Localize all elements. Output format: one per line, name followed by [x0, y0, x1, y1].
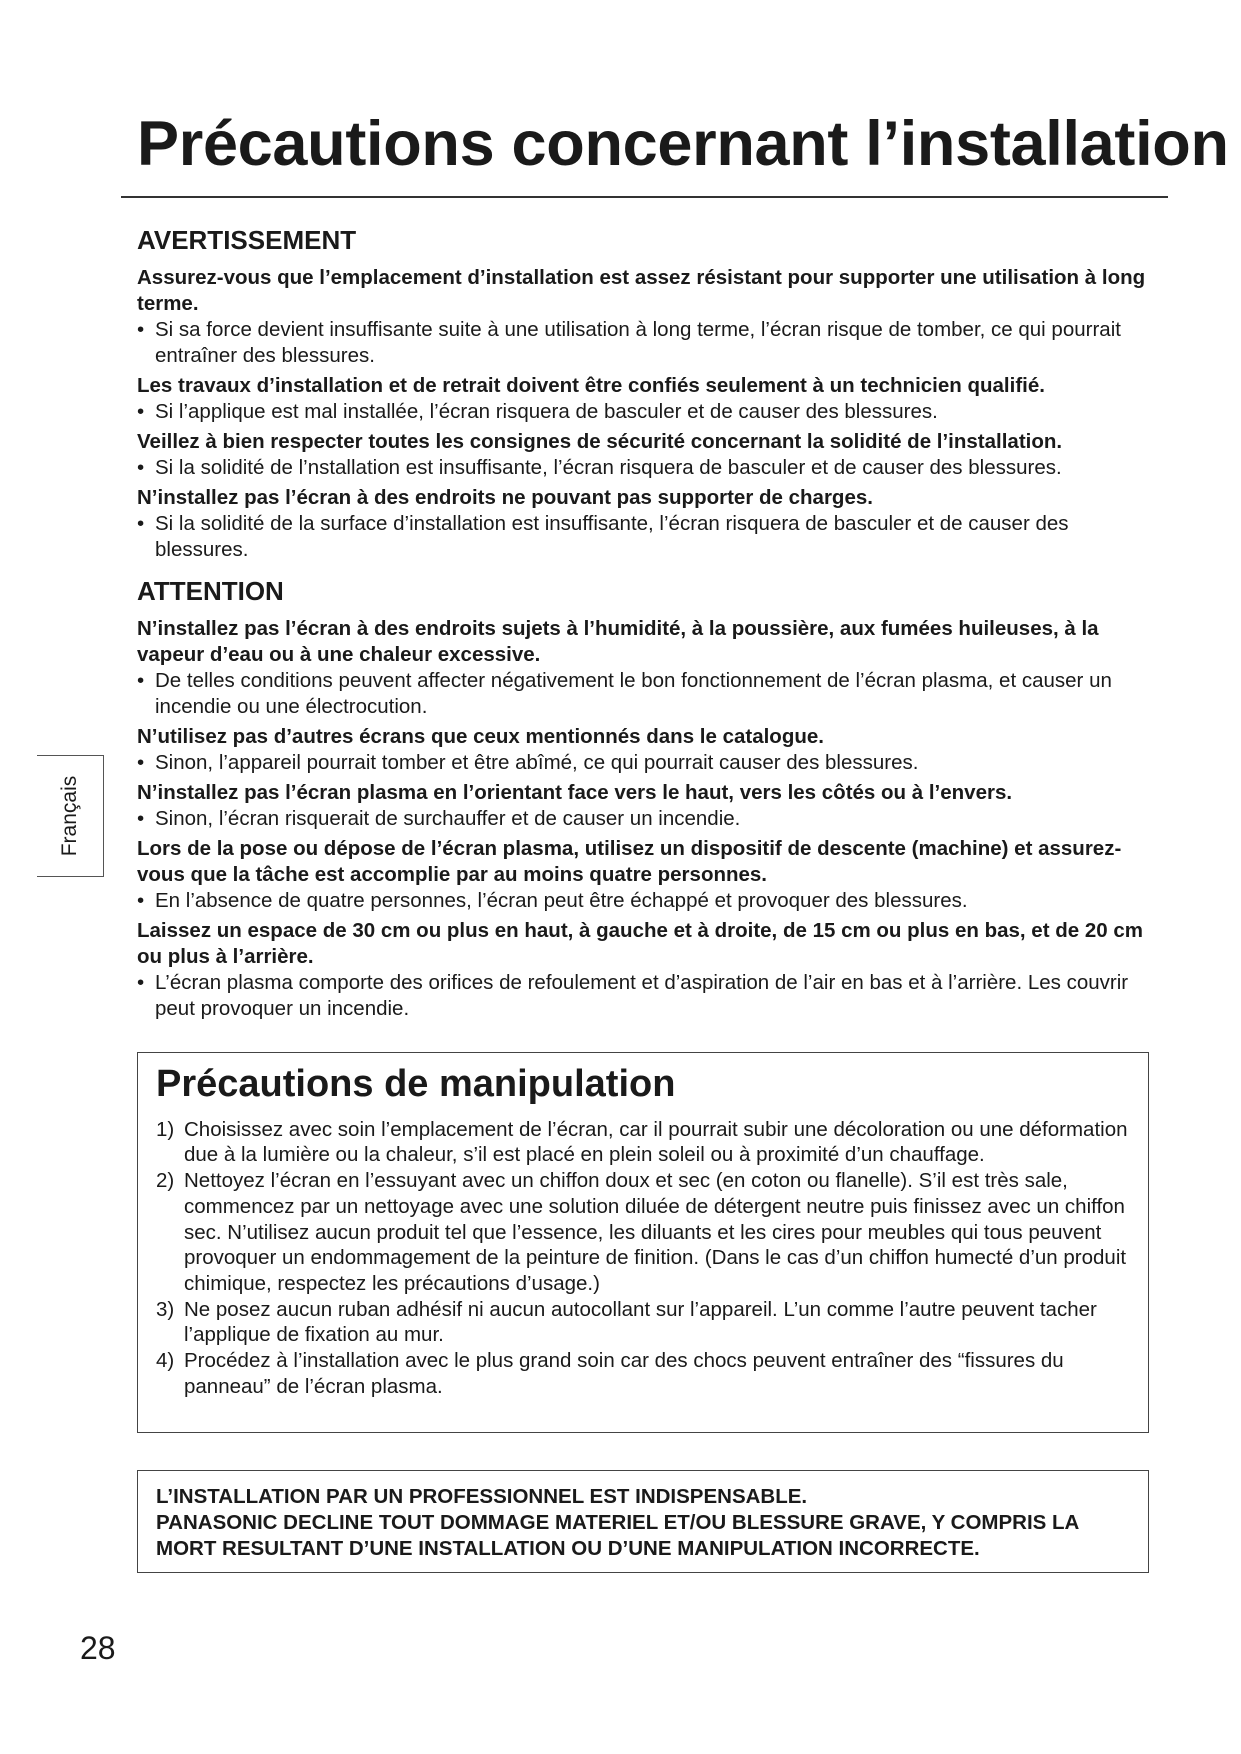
warning-item [137, 373, 1167, 425]
handling-item-text: Nettoyez l’écran en l’essuyant avec un chiffon doux et sec (en coton ou flanelle). S’il est très sale, commencez par un nettoyage avec une solution diluée de détergent neutre puis finissez avec un chiffon sec. N’utilisez aucun produit tel que l’essence, les diluants et les cires pour meubles qui tous peuvent provoquer un endommagement de la peinture de finition. (Dans le cas d’un chiffon humecté d’un produit chimique, respectez les précautions d’usage.) [184, 1169, 1127, 1295]
professional-installation-notice [137, 1470, 1149, 1573]
notice-line-1: L’INSTALLATION PAR UN PROFESSIONNEL EST INDISPENSABLE. [156, 1485, 808, 1508]
warning-item [137, 429, 1167, 481]
warning-item-bullet: • Si l’applique est mal installée, l’écran risquera de basculer et de causer des blessures. [137, 399, 1167, 425]
attention-item-title: N’installez pas l’écran plasma en l’orientant face vers le haut, vers les côtés ou à l’envers. [137, 780, 1013, 804]
installation-precautions [137, 226, 1167, 1026]
warning-item [137, 265, 1167, 369]
handling-item [156, 1348, 1130, 1399]
warning-item-bullet: • Si sa force devient insuffisante suite à une utilisation à long terme, l’écran risque de tomber, ce qui pourrait entraîner des blessures. [137, 317, 1167, 369]
handling-item [156, 1297, 1130, 1348]
warning-item-bullet: • Si la solidité de l’nstallation est insuffisante, l’écran risquera de basculer et de causer des blessures. [137, 455, 1167, 481]
warning-item-title: Veillez à bien respecter toutes les consignes de sécurité concernant la solidité de l’installation. [137, 429, 1063, 453]
warning-heading: AVERTISSEMENT [137, 225, 357, 255]
handling-title: Précautions de manipulation [156, 1063, 676, 1105]
attention-item-title: N’installez pas l’écran à des endroits sujets à l’humidité, à la poussière, aux fumées huileuses, à la vapeur d’eau ou à une chaleur excessive. [137, 616, 1099, 666]
handling-item [156, 1168, 1130, 1297]
handling-item [156, 1117, 1130, 1168]
attention-item-title: N’utilisez pas d’autres écrans que ceux mentionnés dans le catalogue. [137, 724, 824, 748]
attention-item-bullet: • De telles conditions peuvent affecter négativement le bon fonctionnement de l’écran plasma, et causer un incendie ou une électrocution. [137, 668, 1167, 720]
language-side-tab [37, 755, 104, 877]
handling-item-number: 1) [156, 1117, 175, 1141]
notice-line-2: PANASONIC DECLINE TOUT DOMMAGE MATERIEL ET/OU BLESSURE GRAVE, Y COMPRIS LA MORT RESULTANT D’UNE INSTALLATION OU D’UNE MANIPULATION INCORRECTE. [156, 1511, 1079, 1560]
warning-item-title: N’installez pas l’écran à des endroits ne pouvant pas supporter de charges. [137, 485, 873, 509]
warning-item-title: Assurez-vous que l’emplacement d’installation est assez résistant pour supporter une utilisation à long terme. [137, 265, 1146, 315]
attention-item [137, 616, 1167, 720]
attention-item [137, 836, 1167, 914]
attention-item-bullet: • Sinon, l’écran risquerait de surchauffer et de causer un incendie. [137, 806, 1167, 832]
attention-item [137, 724, 1167, 776]
handling-item-number: 2) [156, 1169, 175, 1193]
page-title: Précautions concernant l’installation [137, 109, 1229, 179]
warning-item [137, 485, 1167, 563]
handling-precautions-box [137, 1052, 1149, 1433]
language-label: Français [58, 775, 81, 857]
handling-item-number: 4) [156, 1349, 175, 1373]
handling-item-number: 3) [156, 1297, 175, 1321]
title-divider [121, 196, 1168, 198]
warning-item-title: Les travaux d’installation et de retrait doivent être confiés seulement à un technicien qualifié. [137, 373, 1045, 397]
handling-item-text: Procédez à l’installation avec le plus grand soin car des chocs peuvent entraîner des “fissures du panneau” de l’écran plasma. [184, 1349, 1064, 1398]
handling-item-text: Choisissez avec soin l’emplacement de l’écran, car il pourrait subir une décoloration ou une déformation due à la lumière ou la chaleur, s’il est placé en plein soleil ou à proximité d’un chauffage. [184, 1117, 1128, 1167]
handling-item-text: Ne posez aucun ruban adhésif ni aucun autocollant sur l’appareil. L’un comme l’autre peuvent tacher l’applique de fixation au mur. [184, 1297, 1097, 1347]
attention-item [137, 918, 1167, 1022]
attention-heading: ATTENTION [137, 575, 284, 606]
attention-item-bullet: • En l’absence de quatre personnes, l’écran peut être échappé et provoquer des blessures. [137, 888, 1167, 914]
attention-item-bullet: • L’écran plasma comporte des orifices de refoulement et d’aspiration de l’air en bas et à l’arrière. Les couvrir peut provoquer un incendie. [137, 970, 1167, 1022]
attention-item-title: Lors de la pose ou dépose de l’écran plasma, utilisez un dispositif de descente (machine) et assurez-vous que la tâche est accomplie par au moins quatre personnes. [137, 836, 1122, 886]
attention-item [137, 780, 1167, 832]
attention-item-title: Laissez un espace de 30 cm ou plus en haut, à gauche et à droite, de 15 cm ou plus en bas, et de 20 cm ou plus à l’arrière. [137, 918, 1143, 968]
attention-item-bullet: • Sinon, l’appareil pourrait tomber et être abîmé, ce qui pourrait causer des blessures. [137, 750, 1167, 776]
page-number: 28 [80, 1630, 116, 1666]
warning-item-bullet: • Si la solidité de la surface d’installation est insuffisante, l’écran risquera de basculer et de causer des blessures. [137, 511, 1167, 563]
